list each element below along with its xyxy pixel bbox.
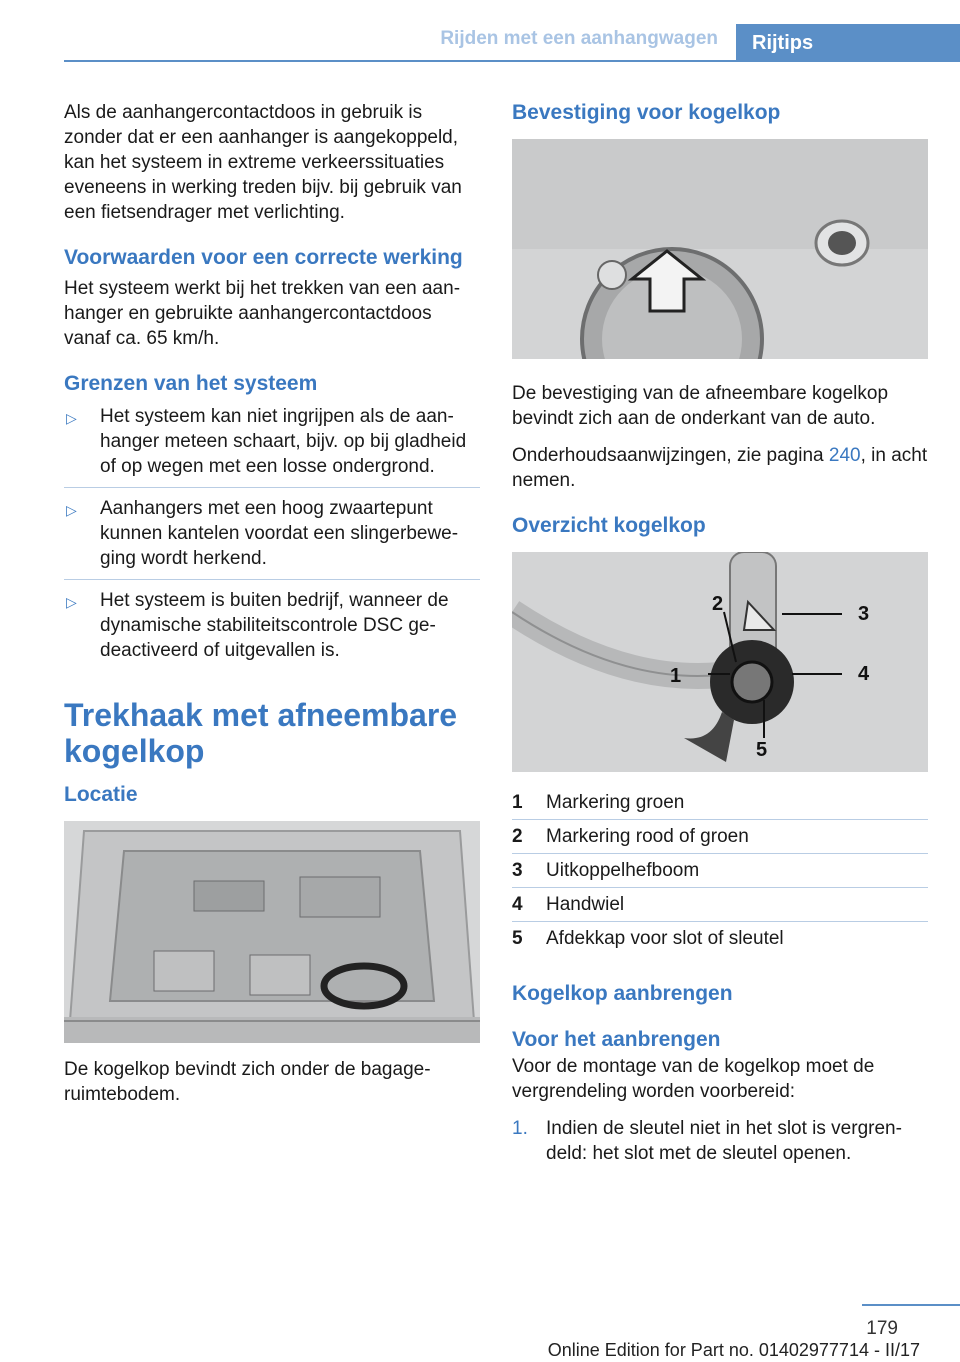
figure-label-5: 5 <box>756 739 768 761</box>
footer-rule <box>862 1304 960 1306</box>
header-chapter-tab: Rijtips <box>736 24 960 60</box>
ball-head-overview-illustration <box>512 552 928 772</box>
triangle-bullet-icon: ▷ <box>66 410 77 426</box>
locatie-caption: De kogelkop bevindt zich onder de bagageruimtebodem. <box>64 1059 431 1105</box>
legend-text: Markering groen <box>546 792 685 813</box>
step-text: Indien de sleutel niet in het slot is vergrendeld: het slot met de sleutel openen. <box>546 1118 902 1164</box>
figure-label-4: 4 <box>858 663 870 685</box>
heading-locatie: Locatie <box>64 783 138 806</box>
voor-paragraph: Voor de montage van de kogelkop moet de vergrendeling worden voorbereid: <box>512 1056 875 1102</box>
legend-number: 4 <box>512 894 523 915</box>
heading-bevestiging: Bevestiging voor kogelkop <box>512 101 781 124</box>
figure-label-1: 1 <box>670 665 682 687</box>
legend-row <box>512 786 928 820</box>
list-item <box>64 580 480 671</box>
list-item-text: Aanhangers met een hoog zwaartepunt kunnen kantelen voordat een slingerbeweging wordt herkend. <box>100 498 459 569</box>
page-number: 179 <box>866 1318 898 1339</box>
trunk-floor-illustration <box>64 821 480 1043</box>
grenzen-list <box>64 396 480 671</box>
legend-row <box>512 888 928 922</box>
header-section-title: Rijden met een aanhangwagen <box>440 28 718 49</box>
legend-number: 2 <box>512 826 523 847</box>
heading-aanbrengen: Kogelkop aanbrengen <box>512 982 733 1005</box>
list-item <box>64 488 480 580</box>
voorwaarden-paragraph: Het systeem werkt bij het trekken van een aanhanger en gebruikte aanhangercontactdoos vanaf ca. 65 km/h. <box>64 278 461 349</box>
legend-text: Uitkoppelhefboom <box>546 860 700 881</box>
heading-voor-het-aanbrengen: Voor het aanbrengen <box>512 1028 721 1051</box>
legend-text: Afdekkap voor slot of sleutel <box>546 928 784 949</box>
tow-hitch-mount-illustration <box>512 139 928 359</box>
bevestiging-paragraph: De bevestiging van de afneembare kogelkop bevindt zich aan de onderkant van de auto. <box>512 383 889 429</box>
legend-row <box>512 922 928 955</box>
legend-text: Handwiel <box>546 894 625 915</box>
heading-grenzen: Grenzen van het systeem <box>64 372 318 395</box>
triangle-bullet-icon: ▷ <box>66 594 77 610</box>
figure-label-3: 3 <box>858 603 870 625</box>
legend-number: 5 <box>512 928 523 949</box>
heading-trekhaak: Trekhaak met afneembare kogelkop <box>64 697 458 769</box>
onderhoud-prefix: Onderhoudsaanwijzingen, zie pagina <box>512 445 829 466</box>
header-rule <box>64 60 960 62</box>
intro-paragraph: Als de aanhangercontactdoos in gebruik is zonder dat er een aanhanger is aangekoppeld, kan het systeem in extreme verkeerssituaties eveneens in werking treden bijv. bij gebruik van een fietsendrager met verlichting. <box>64 102 462 223</box>
step-number: 1. <box>512 1118 528 1139</box>
list-item <box>64 396 480 488</box>
legend-text: Markering rood of groen <box>546 826 749 847</box>
legend-row <box>512 820 928 854</box>
onderhoud-paragraph <box>512 443 928 493</box>
figure-legend <box>512 786 928 955</box>
legend-row <box>512 854 928 888</box>
legend-number: 3 <box>512 860 523 881</box>
edition-note: Online Edition for Part no. 01402977714 - II/17 <box>547 1340 920 1360</box>
heading-voorwaarden: Voorwaarden voor een correcte werking <box>64 246 463 269</box>
step-item <box>512 1116 928 1166</box>
list-item-text: Het systeem is buiten bedrijf, wanneer de dynamische stabiliteitscontrole DSC gedeactiveerd of uitgevallen is. <box>100 590 449 661</box>
list-item-text: Het systeem kan niet ingrijpen als de aanhanger meteen schaart, bijv. op bij gladheid of op wegen met een losse ondergrond. <box>100 406 467 477</box>
onderhoud-suffix: , in acht nemen. <box>512 445 928 491</box>
right-column <box>512 100 928 1166</box>
page-link-240[interactable]: 240 <box>828 445 861 466</box>
left-column <box>64 100 480 1119</box>
heading-overzicht: Overzicht kogelkop <box>512 514 706 537</box>
triangle-bullet-icon: ▷ <box>66 502 77 518</box>
figure-label-2: 2 <box>712 593 724 615</box>
legend-number: 1 <box>512 792 523 813</box>
